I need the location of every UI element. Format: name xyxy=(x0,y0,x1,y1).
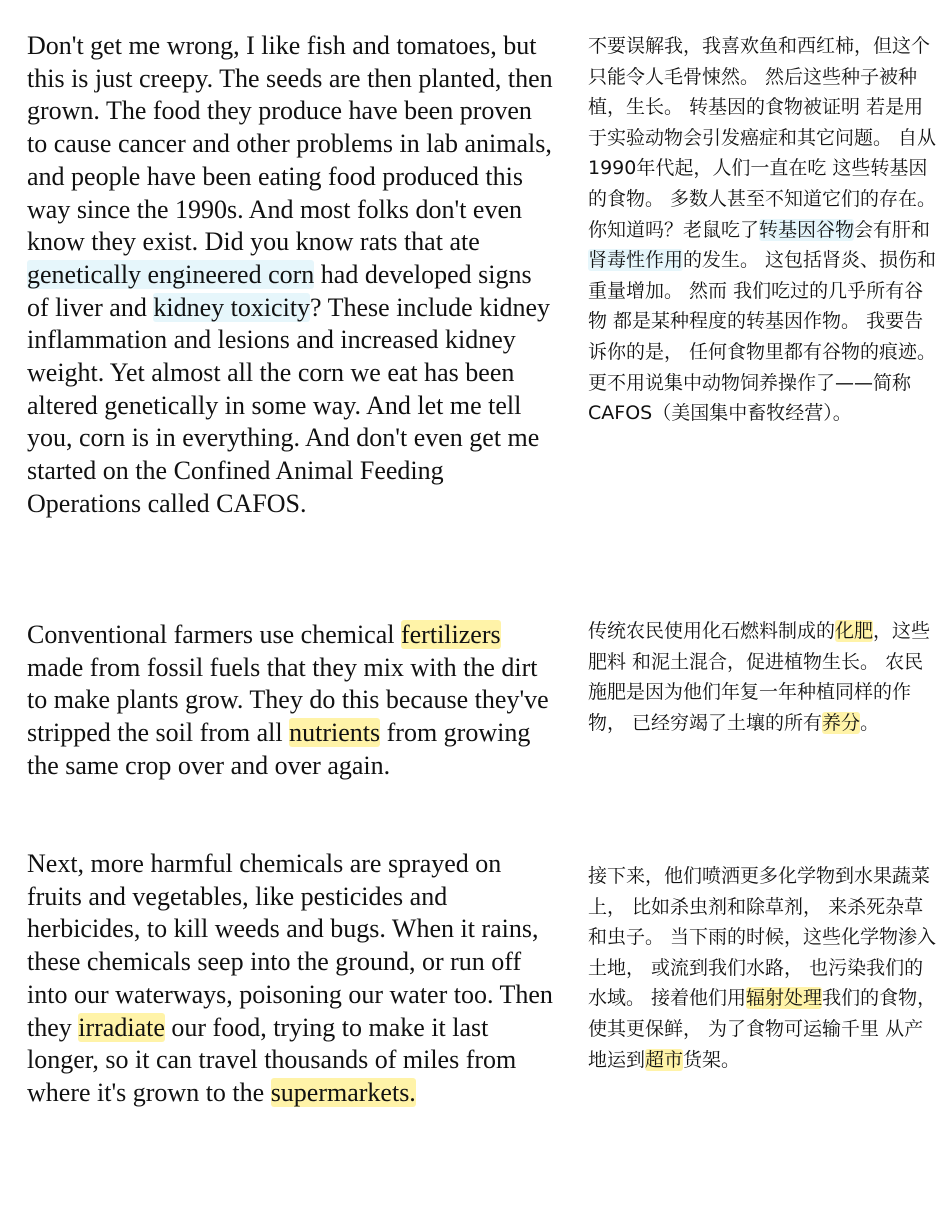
chinese-paragraph-2 xyxy=(588,616,940,738)
text-run: 货架。 xyxy=(683,1048,741,1071)
highlight-supermarket-zh: 超市 xyxy=(645,1048,684,1071)
highlight-nutrients-zh: 养分 xyxy=(822,711,861,734)
highlight-gmo-grain: 转基因谷物 xyxy=(759,218,855,241)
highlight-nephrotoxicity: 肾毒性作用 xyxy=(588,249,684,272)
text-run: 。 xyxy=(860,711,880,734)
text-run: 会有肝和 xyxy=(854,218,931,241)
text-run: ，这些肥料 和泥土混合，促进植物生长。 农民施肥是因为他们年复一年种植同样的作物， 已经穷竭了土壤的所有 xyxy=(588,620,931,734)
highlight-irradiation-zh: 辐射处理 xyxy=(746,987,823,1010)
text-run: our food, trying to make it last longer, so it can travel thousands of miles from where it's grown to the xyxy=(27,1012,517,1107)
text-run: 我们的食物，使其更保鲜， 为了食物可运输千里 从产地运到 xyxy=(588,987,937,1071)
text-run: Conventional farmers use chemical xyxy=(27,620,401,649)
highlight-supermarkets: supermarkets. xyxy=(270,1077,416,1107)
highlight-fertilizers: fertilizers xyxy=(400,620,501,649)
text-run: ? These include kidney inflammation and lesions and increased kidney weight. Yet almost all the corn we eat has been altered genetically in some way. And let me tell you, corn is in everything. And don't even get me started on the Confined Animal Feeding Operations called CAFOS. xyxy=(27,292,550,518)
text-run: 不要误解我，我喜欢鱼和西红柿，但这个只能令人毛骨悚然。 然后这些种子被种植，生长。 转基因的食物被证明 若是用于实验动物会引发癌症和其它问题。 自从1990年代起，人们一直在吃 这些转基因的食物。 多数人甚至不知道它们的存在。 你知道吗？老鼠吃了 xyxy=(588,35,937,241)
english-paragraph-3 xyxy=(27,848,557,1110)
text-run: had developed signs of liver and xyxy=(27,259,532,322)
english-paragraph-1 xyxy=(27,30,557,521)
chinese-paragraph-3 xyxy=(588,861,940,1075)
text-run: made from fossil fuels that they mix with the dirt to make plants grow. They do this because they've stripped the soil from all xyxy=(27,652,549,748)
text-run: Next, more harmful chemicals are sprayed on fruits and vegetables, like pesticides and herbicides, to kill weeds and bugs. When it rains, these chemicals seep into the ground, or run off into our waterways, poisoning our water too. Then they xyxy=(27,849,553,1042)
text-run: 的发生。 这包括肾炎、损伤和重量增加。 然而 我们吃过的几乎所有谷物 都是某种程度的转基因作物。 我要告诉你的是， 任何食物里都有谷物的痕迹。 更不用说集中动物饲养操作了——简称CAFOS（美国集中畜牧经营）。 xyxy=(588,249,937,425)
text-run: 传统农民使用化石燃料制成的 xyxy=(588,620,836,642)
highlight-irradiate: irradiate xyxy=(78,1012,165,1042)
english-paragraph-2 xyxy=(27,619,557,783)
text-run: Don't get me wrong, I like fish and tomatoes, but this is just creepy. The seeds are then planted, then grown. The food they produce have been proven to cause cancer and other problems in lab animals, and people have been eating food produced this way since the 1990s. And most folks don't even know they exist. Did you know rats that ate xyxy=(27,31,553,257)
highlight-fertilizer-zh: 化肥 xyxy=(835,620,874,642)
highlight-nutrients: nutrients xyxy=(289,718,381,748)
highlight-kidney-toxicity: kidney toxicity xyxy=(153,292,311,322)
text-run: from growing the same crop over and over again. xyxy=(27,718,531,780)
chinese-paragraph-1 xyxy=(588,31,940,429)
highlight-genetically-engineered-corn: genetically engineered corn xyxy=(27,259,315,289)
text-run: 接下来，他们喷洒更多化学物到水果蔬菜上， 比如杀虫剂和除草剂， 来杀死杂草和虫子。 当下雨的时候，这些化学物渗入土地， 或流到我们水路， 也污染我们的水域。 接着他们用 xyxy=(588,865,937,1010)
